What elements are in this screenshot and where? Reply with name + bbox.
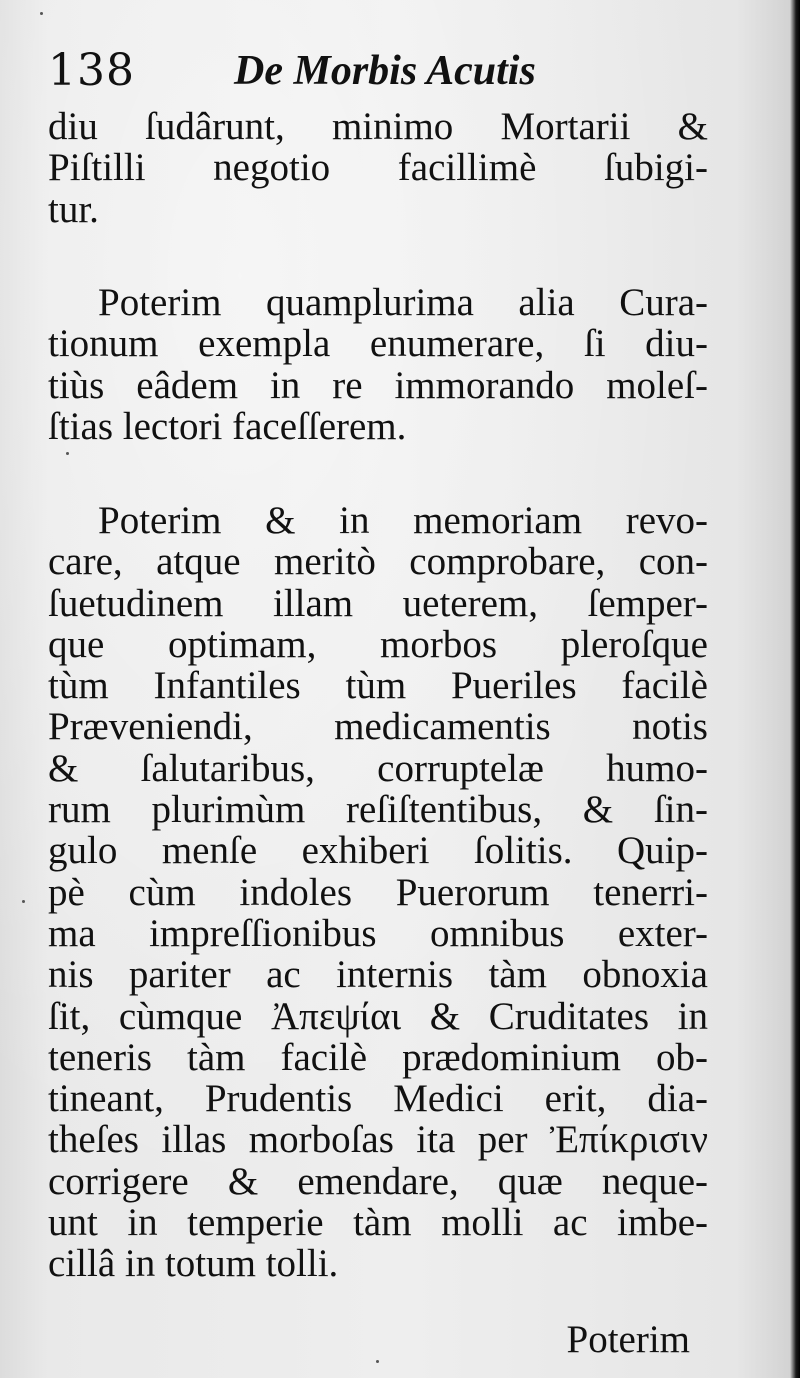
text-line: diu ſudârunt, minimo Mortarii &: [48, 105, 708, 148]
text-line: rum plurimùm reſiſtentibus, & ſin-: [48, 788, 708, 832]
text-line: theſes illas morboſas ita per Ἐπίκρισιν: [48, 1118, 708, 1162]
text-line: Poterim & in memoriam revo-: [98, 499, 708, 542]
text-line: corrigere & emendare, quæ neque-: [48, 1159, 708, 1203]
text-line: Piſtilli negotio facillimè ſubigi-: [48, 146, 708, 190]
text-line: tiùs eâdem in re immorando moleſ-: [48, 363, 708, 407]
text-line: pè cùm indoles Puerorum tenerri-: [48, 870, 708, 914]
paragraph: [48, 282, 708, 447]
text-line: ma impreſſionibus omnibus exter-: [48, 911, 708, 955]
text-line: Poterim quamplurima alia Cura-: [98, 281, 708, 324]
text-line: tùm Infantiles tùm Pueriles facilè: [48, 664, 708, 708]
text-line: ſit, cùmque Ἀπεψίαι & Cruditates in: [48, 994, 708, 1038]
text-line: ſtias lectori faceſſerem.: [48, 404, 407, 448]
text-line: Præveniendi, medicamentis notis: [48, 705, 708, 749]
paragraph: [48, 500, 708, 1285]
page-header: [48, 40, 738, 100]
text-line: gulo menſe exhiberi ſolitis. Quip-: [48, 829, 708, 873]
text-line: tionum exempla enumerare, ſi diu-: [48, 322, 708, 366]
text-line: tineant, Prudentis Medici erit, dia-: [48, 1077, 708, 1121]
paper-speck: [66, 452, 69, 455]
paper-speck: [376, 1360, 379, 1363]
page-edge-shadow: [790, 0, 800, 1378]
text-line: teneris tàm facilè prædominium ob-: [48, 1035, 708, 1079]
paper-speck: [40, 12, 43, 15]
page-number: 138: [48, 45, 135, 96]
text-line: ſuetudinem illam ueterem, ſemper-: [48, 581, 708, 625]
paper-speck: [22, 900, 25, 903]
text-line: nis pariter ac internis tàm obnoxia: [48, 953, 708, 997]
running-title: De Morbis Acutis: [234, 48, 536, 94]
catchword: Poterim: [566, 1318, 690, 1361]
text-line: & ſalutaribus, corruptelæ humo-: [48, 746, 708, 790]
paragraph: [48, 106, 708, 230]
text-line: cillâ in totum tolli.: [48, 1242, 339, 1286]
text-line: care, atque meritò comprobare, con-: [48, 540, 708, 584]
text-line: que optimam, morbos pleroſque: [48, 622, 708, 666]
text-line: unt in temperie tàm molli ac imbe-: [48, 1201, 708, 1245]
text-line: tur.: [48, 187, 99, 231]
